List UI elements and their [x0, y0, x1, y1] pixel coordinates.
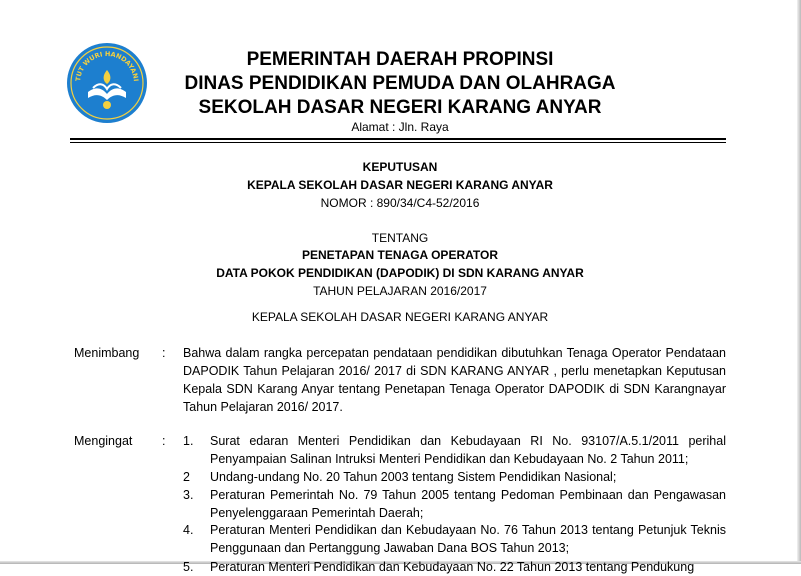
- item-number: 2: [183, 470, 190, 484]
- letterhead-line-2: DINAS PENDIDIKAN PEMUDA DAN OLAHRAGA: [184, 73, 616, 94]
- item-text: Undang-undang No. 20 Tahun 2003 tentang Sistem Pendidikan Nasional;: [210, 470, 617, 484]
- subject-line-1: PENETAPAN TENAGA OPERATOR: [301, 248, 498, 262]
- subject-year: TAHUN PELAJARAN 2016/2017: [313, 284, 487, 298]
- subject-about: TENTANG: [371, 231, 429, 245]
- list-item: [183, 558, 726, 574]
- mengingat-label: Mengingat: [74, 434, 133, 448]
- mengingat-colon: :: [162, 434, 166, 448]
- letterhead-line-1: PEMERINTAH DAERAH PROPINSI: [246, 49, 554, 70]
- subject-line-2: DATA POKOK PENDIDIKAN (DAPODIK) DI SDN KARANG ANYAR: [216, 266, 584, 280]
- page-edge-shadow: [797, 0, 801, 564]
- item-text: Peraturan Menteri Pendidikan dan Kebudayaan No. 76 Tahun 2013 tentang Petunjuk Teknis Penggunaan dan Pertanggung Jawaban Dana BOS Tahun 2013;: [210, 523, 726, 555]
- item-number: 3.: [183, 488, 194, 502]
- tut-wuri-handayani-logo: [66, 42, 148, 124]
- svg-text:TUT WURI HANDAYANI: TUT WURI HANDAYANI: [74, 49, 140, 82]
- signer-title: KEPALA SEKOLAH DASAR NEGERI KARANG ANYAR: [251, 310, 549, 324]
- letterhead-line-3: SEKOLAH DASAR NEGERI KARANG ANYAR: [198, 97, 602, 118]
- menimbang-colon: :: [162, 346, 166, 360]
- decree-number: NOMOR : 890/34/C4-52/2016: [320, 196, 480, 210]
- address-line: Alamat : Jln. Raya: [351, 120, 449, 134]
- menimbang-text: Bahwa dalam rangka percepatan pendataan pendidikan dibutuhkan Tenaga Operator Pendataan DAPODIK Tahun Pelajaran 2016/ 2017 di SDN KARANG ANYAR , perlu menetapkan Keputusan Kepala SDN Karang Anyar tentang Penetapan Tenaga Operator DAPODIK di SDN Karangnayar Tahun Pelajaran 2016/ 2017.: [183, 346, 726, 414]
- decree-title: KEPUTUSAN: [362, 160, 438, 174]
- menimbang-label: Menimbang: [74, 346, 140, 360]
- letterhead-rule-thin: [70, 142, 726, 143]
- letterhead-rule-thick: [70, 138, 726, 140]
- item-text: Surat edaran Menteri Pendidikan dan Kebudayaan RI No. 93107/A.5.1/2011 perihal Penyampaian Salinan Intruksi Menteri Pendidikan dan Kebudayaan No. 2 Tahun 2011;: [210, 434, 726, 466]
- item-number: 1.: [183, 434, 194, 448]
- item-number: 4.: [183, 523, 194, 537]
- item-text: Peraturan Menteri Pendidikan dan Kebudayaan No. 22 Tahun 2013 tentang Pendukung: [210, 560, 695, 574]
- item-text: Peraturan Pemerintah No. 79 Tahun 2005 tentang Pedoman Pembinaan dan Pengawasan Penyelenggaraan Pemerintah Daerah;: [210, 488, 726, 520]
- decree-issuer: KEPALA SEKOLAH DASAR NEGERI KARANG ANYAR: [247, 178, 553, 192]
- item-number: 5.: [183, 560, 194, 574]
